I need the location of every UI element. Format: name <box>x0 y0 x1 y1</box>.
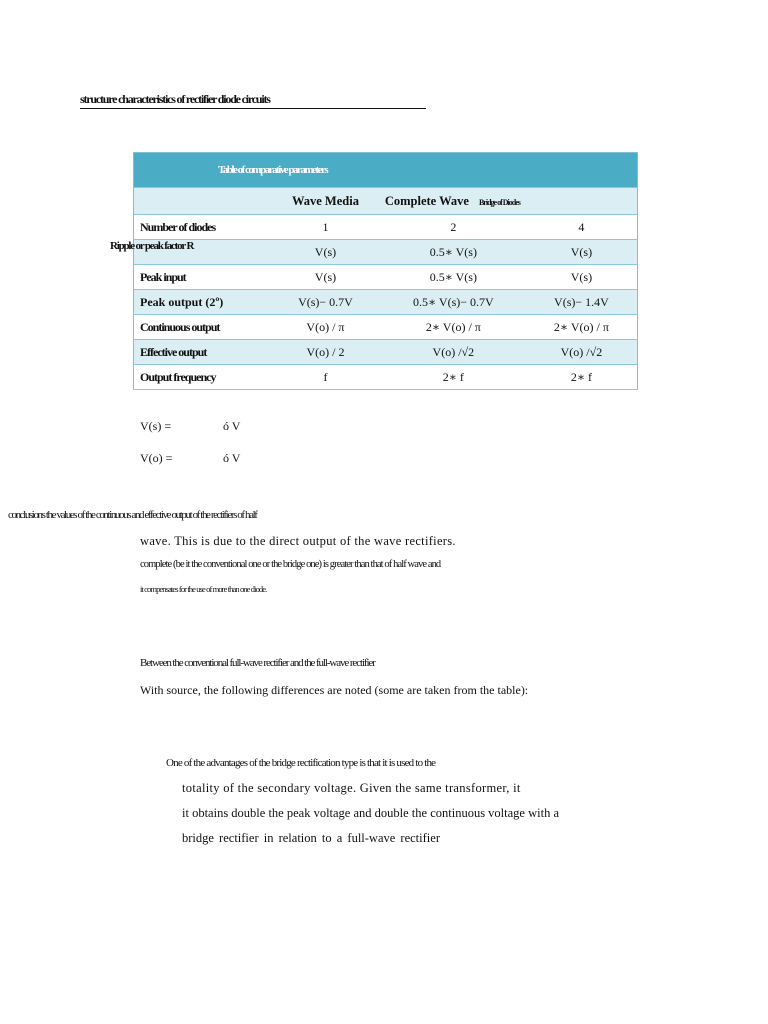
differences-intro-line-2: With source, the following differences are noted (some are taken from the table): <box>140 683 529 697</box>
cell: 2 <box>381 215 526 240</box>
table-row <box>134 215 638 240</box>
column-header-half-wave: Wave Media <box>270 188 381 215</box>
bullet-text: One of the advantages of the bridge rectification type is that it is used to the <box>166 757 436 769</box>
conclusion-line-4: it compensates for the use of more than one diode. <box>140 584 267 594</box>
formula-vs <box>140 419 240 434</box>
column-header-empty <box>134 188 271 215</box>
formula-vo <box>140 451 240 466</box>
cell: 2∗ f <box>526 365 638 390</box>
row-label: Continuous output <box>134 315 271 340</box>
table-row <box>134 340 638 365</box>
cell: V(o) / π <box>270 315 381 340</box>
ripple-factor-label: Ripple or peak factor R <box>110 240 194 252</box>
table-row <box>134 315 638 340</box>
table-row <box>134 240 638 265</box>
cell: V(s) <box>270 265 381 290</box>
cell: 0.5∗ V(s)− 0.7V <box>381 290 526 315</box>
table-row <box>134 365 638 390</box>
cell: 0.5∗ V(s) <box>381 265 526 290</box>
cell: V(o) / 2 <box>270 340 381 365</box>
cell: 0.5∗ V(s) <box>381 240 526 265</box>
cell: V(o) /√2 <box>381 340 526 365</box>
conclusion-line-2: wave. This is due to the direct output of the wave rectifiers. <box>140 534 456 548</box>
cell: V(o) /√2 <box>526 340 638 365</box>
cell: f <box>270 365 381 390</box>
cell: 2∗ V(o) / π <box>381 315 526 340</box>
cell: V(s) <box>526 240 638 265</box>
comparison-table <box>133 152 638 390</box>
table-header-row <box>134 188 638 215</box>
formula-rhs: ó V <box>223 419 241 433</box>
conclusion-line-3: complete (be it the conventional one or the bridge one) is greater than that of half wave and <box>140 559 441 570</box>
cell: V(s)− 1.4V <box>526 290 638 315</box>
bullet-line-1 <box>160 756 435 769</box>
table-row <box>134 290 638 315</box>
column-header-bridge <box>526 188 638 215</box>
formula-lhs: V(s) = <box>140 419 172 433</box>
row-label: Effective output <box>134 340 271 365</box>
column-header-full-wave: Complete Wave Bridge of Diodes <box>381 188 526 215</box>
column-header-bridge-note: Bridge of Diodes <box>478 197 520 207</box>
conclusion-line-1: conclusions the values of the continuous and effective output of the rectifiers of half <box>8 509 257 521</box>
row-label: Peak input <box>134 265 271 290</box>
row-label: Number of diodes <box>134 215 271 240</box>
cell: V(s)− 0.7V <box>270 290 381 315</box>
table-row <box>134 265 638 290</box>
bullet-line-2: totality of the secondary voltage. Given the same transformer, it <box>182 781 521 795</box>
formula-rhs: ó V <box>223 451 241 465</box>
formula-lhs: V(o) = <box>140 451 173 465</box>
bullet-line-3: it obtains double the peak voltage and double the continuous voltage with a <box>182 806 559 820</box>
differences-intro-line-1: Between the conventional full-wave rectifier and the full-wave rectifier <box>140 657 375 669</box>
bullet-line-4: bridge rectifier in relation to a full-wave rectifier <box>182 831 440 845</box>
cell: 2∗ f <box>381 365 526 390</box>
table-title: Table of comparative parameters <box>134 153 638 188</box>
row-label: Peak output (2º) <box>134 290 271 315</box>
table-title-row <box>134 153 638 188</box>
cell: 4 <box>526 215 638 240</box>
cell: 1 <box>270 215 381 240</box>
cell: V(s) <box>526 265 638 290</box>
cell: 2∗ V(o) / π <box>526 315 638 340</box>
cell: V(s) <box>270 240 381 265</box>
section-heading: structure characteristics of rectifier diode circuits <box>80 91 426 109</box>
row-label: Output frequency <box>134 365 271 390</box>
